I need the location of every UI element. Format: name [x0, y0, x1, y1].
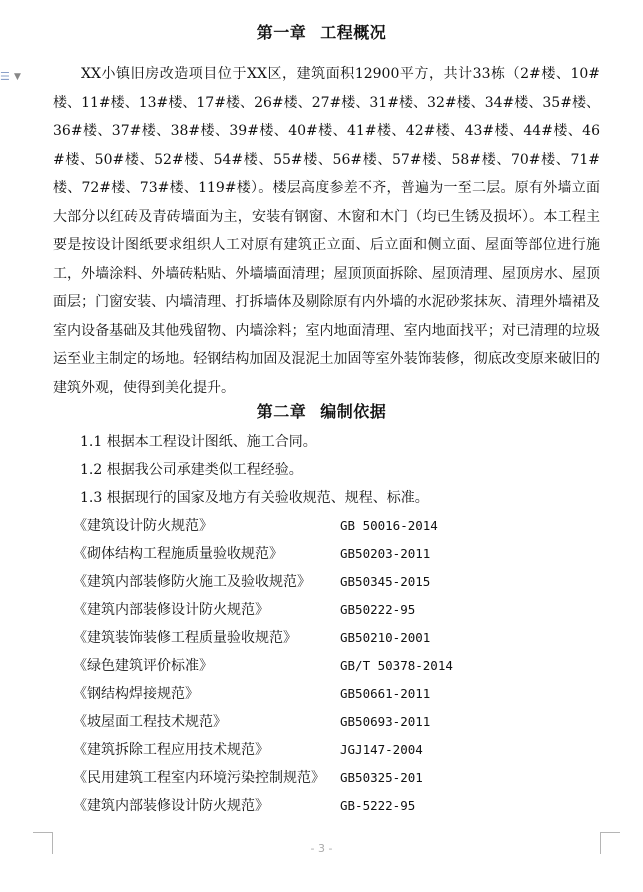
spec-name: 《建筑内部装修设计防火规范》	[73, 602, 269, 618]
chapter1-number: 第一章	[256, 23, 307, 42]
spec-code: GB50325-201	[340, 770, 423, 785]
spec-name: 《建筑装饰装修工程质量验收规范》	[73, 630, 297, 646]
spec-name: 《建筑内部装修防火施工及验收规范》	[73, 574, 311, 590]
spec-code: GB-5222-95	[340, 798, 416, 813]
crop-mark	[600, 832, 620, 833]
basis-item: 1.3 根据现行的国家及地方有关验收规范、规程、标准。	[80, 490, 429, 506]
spec-name: 《民用建筑工程室内环境污染控制规范》	[73, 770, 325, 786]
spec-code: GB/T 50378-2014	[340, 658, 453, 673]
spec-name: 《砌体结构工程施质量验收规范》	[73, 546, 283, 562]
chapter2-heading	[0, 399, 643, 422]
spec-name: 《绿色建筑评价标准》	[73, 658, 213, 674]
chapter2-number: 第二章	[256, 402, 307, 421]
spec-code: GB50345-2015	[340, 574, 431, 589]
chapter1-title: 工程概况	[320, 23, 387, 42]
page-number: - 3 -	[310, 842, 333, 855]
spec-code: GB50210-2001	[340, 630, 431, 645]
navigation-pane-icon[interactable]: ☰	[0, 70, 10, 83]
spec-code: GB 50016-2014	[340, 518, 438, 533]
spec-code: GB50222-95	[340, 602, 416, 617]
basis-item: 1.2 根据我公司承建类似工程经验。	[80, 462, 303, 478]
spec-code: GB50693-2011	[340, 714, 431, 729]
spec-code: JGJ147-2004	[340, 742, 423, 757]
chapter1-heading	[0, 20, 643, 43]
spec-name: 《建筑内部装修设计防火规范》	[73, 798, 269, 814]
chevron-down-icon[interactable]: ▼	[14, 72, 21, 82]
spec-name: 《建筑拆除工程应用技术规范》	[73, 742, 269, 758]
spec-name: 《钢结构焊接规范》	[73, 686, 199, 702]
spec-code: GB50203-2011	[340, 546, 431, 561]
basis-item: 1.1 根据本工程设计图纸、施工合同。	[80, 434, 317, 450]
chapter2-title: 编制依据	[320, 402, 387, 421]
spec-code: GB50661-2011	[340, 686, 431, 701]
chapter1-paragraph: XX小镇旧房改造项目位于XX区，建筑面积12900平方，共计33栋（2#楼、10#楼、11#楼、13#楼、17#楼、26#楼、27#楼、31#楼、32#楼、34#楼、35#楼、36#楼、37#楼、38#楼、39#楼、40#楼、41#楼、42#楼、43#楼、44#楼、46#楼、50#楼、52#楼、54#楼、55#楼、56#楼、57#楼、58#楼、70#楼、71#楼、72#楼、73#楼、119#楼）。楼层高度参差不齐，普遍为一至二层。原有外墙立面大部分以红砖及青砖墙面为主，安装有钢窗、木窗和木门（均已生锈及损坏）。本工程主要是按设计图纸要求组织人工对原有建筑正立面、后立面和侧立面、屋面等部位进行施工，外墙涂料、外墙砖粘贴、外墙墙面清理；屋顶顶面拆除、屋顶清理、屋顶房水、屋顶面层；门窗安装、内墙清理、打拆墙体及剔除原有内外墙的水泥砂浆抹灰、清理外墙裙及室内设备基础及其他残留物、内墙涂料；室内地面清理、室内地面找平；对已清理的垃圾运至业主制定的场地。轻钢结构加固及混泥土加固等室外装饰装修，彻底改变原来破旧的建筑外观，使得到美化提升。	[53, 66, 600, 396]
spec-name: 《建筑设计防火规范》	[73, 518, 213, 534]
crop-mark	[33, 832, 53, 833]
spec-name: 《坡屋面工程技术规范》	[73, 714, 227, 730]
